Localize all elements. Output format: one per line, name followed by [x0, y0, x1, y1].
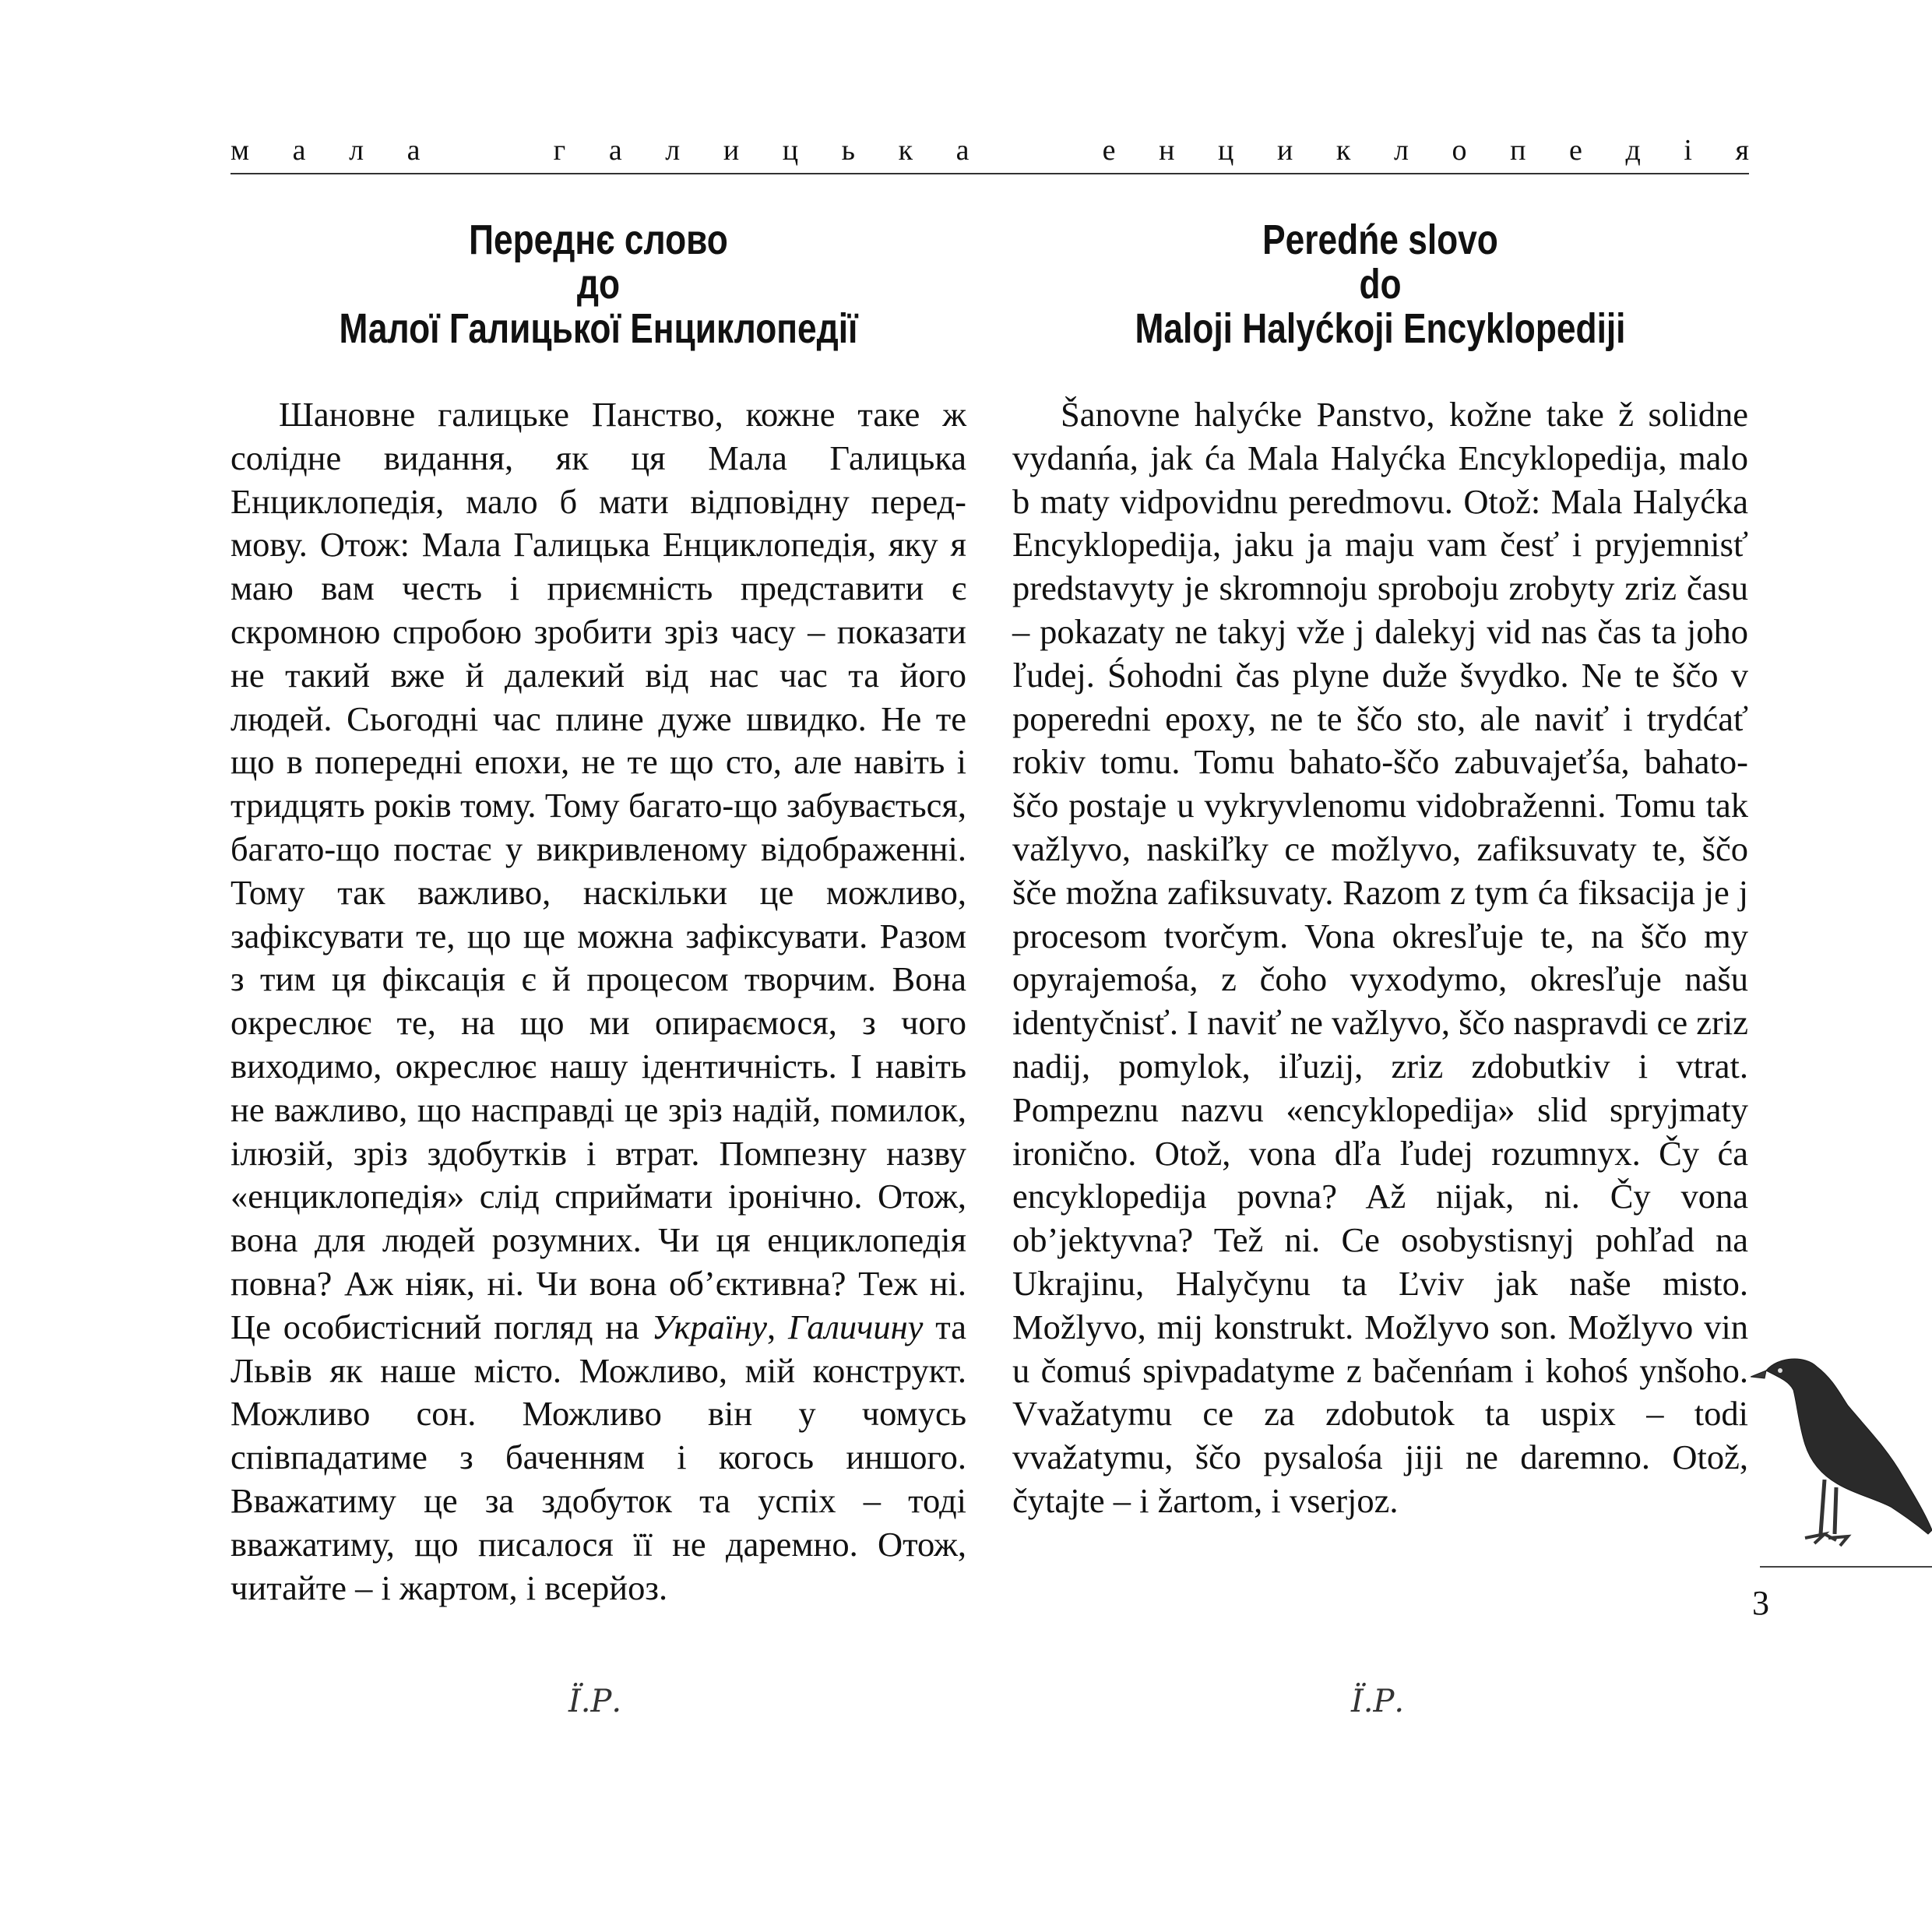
running-head-letter: е [1568, 134, 1582, 167]
left-title-line-3: Малої Галицької Енциклопедії [339, 305, 858, 352]
running-head-letter: п [1510, 134, 1526, 167]
running-head-letter: л [665, 134, 681, 167]
running-head-letter: л [1393, 134, 1409, 167]
running-head-letter: и [723, 134, 740, 167]
running-head-gap [1012, 131, 1059, 170]
right-column [1012, 218, 1748, 351]
running-head [231, 131, 1749, 170]
left-body-italic-ukraine: Україну [651, 1307, 768, 1346]
right-title [1079, 218, 1682, 351]
running-head-letter: к [1336, 134, 1351, 167]
right-title-line-1: Peredńe slovo [1262, 216, 1498, 263]
left-title-line-1: Переднє слово [469, 216, 728, 263]
running-head-letter: ь [841, 134, 856, 167]
left-title [297, 218, 900, 351]
running-head-letter: м [231, 134, 250, 167]
left-body [231, 393, 966, 1610]
left-body-italic-galicia: Галичину [788, 1307, 924, 1346]
left-signature: Ї.Р. [568, 1684, 622, 1719]
left-title-line-2: до [576, 261, 621, 308]
running-head-letter: г [553, 134, 566, 167]
left-body-separator: , [767, 1307, 788, 1346]
running-head-gap [463, 131, 510, 170]
running-head-letter: а [406, 134, 421, 167]
crow-ground-line [1760, 1566, 1932, 1568]
running-head-letter: а [292, 134, 306, 167]
crow-icon [1751, 1347, 1932, 1573]
right-signature: Ї.Р. [1351, 1684, 1405, 1719]
left-body-part-2: та Львів як наше місто. Можливо, мій конструкт. Можливо сон. Можливо він у чомусь співпадатиме з баченням і когось иншого. Вважатиму це за здобуток та успіх – тоді вважатиму, що писалося її не даремно. Отож, читайте – і жартом, і всерйоз. [231, 1307, 966, 1607]
running-head-letter: е [1102, 134, 1116, 167]
right-title-line-3: Maloji Halyćkoji Encyklopediji [1135, 305, 1626, 352]
running-head-letter: а [955, 134, 970, 167]
left-column [231, 218, 966, 351]
left-body-part-1: Шановне галицьке Панство, кожне таке ж солідне видання, як ця Мала Галицька Енциклопедія, мало б мати відповідну передмову. Отож: Мала Галицька Енциклопедія, яку я маю вам честь і приємність представити є скромною спробою зробити зріз часу – показати не такий вже й далекий від нас час та його людей. Сьогодні час плине дуже швидко. Не те що в попередні епохи, не те що сто, але навіть і тридцять років тому. Тому багато-що забувається, багато-що постає у викривленому відображенні. Тому так важливо, наскільки це можливо, зафіксувати те, що ще можна зафіксувати. Разом з тим ця фіксація є й процесом творчим. Вона окреслює те, на що ми опираємося, з чого виходимо, окреслює нашу ідентичність. І навіть не важливо, що насправді це зріз надій, помилок, ілюзій, зріз здобутків і втрат. Помпезну назву «енциклопедія» слід сприймати іронічно. Отож, вона для людей розумних. Чи ця енциклопедія повна? Аж ніяк, ні. Чи вона об’єктивна? Теж ні. Це особистісний погляд на [231, 395, 966, 1346]
running-head-letter: і [1684, 134, 1692, 167]
right-body [1012, 393, 1748, 1523]
running-head-letter: к [898, 134, 913, 167]
running-head-rule [231, 173, 1749, 174]
running-head-letter: ц [1218, 134, 1234, 167]
page-number: 3 [1752, 1584, 1769, 1622]
right-title-line-2: do [1359, 261, 1402, 308]
running-head-letter: н [1159, 134, 1175, 167]
running-head-letter: ц [782, 134, 799, 167]
running-head-letter: а [608, 134, 622, 167]
running-head-letter: л [349, 134, 364, 167]
right-body-paragraph: Šanovne halyćke Panstvo, kožne take ž solidne vydanńa, jak ća Mala Halyćka Encyklopedija, malo b maty vidpovidnu peredmovu. Otož: Mala Halyćka Encyklopedija, jaku ja maju vam česť i pryjemnisť predstavyty je skromnoju sproboju zrobyty zriz času – pokazaty ne takyj vže j dalekyj vid nas čas ta joho ľudej. Śohodni čas plyne duže švydko. Ne te ščo v poperedni epoxy, ne te ščo sto, ale naviť i trydćať rokiv tomu. Tomu bahato-ščo zabuvajeťśa, bahato-ščo postaje u vykryvlenomu vidobraženni. Tomu tak važlyvo, naskiľky ce možlyvo, zafiksuvaty te, ščo šče možna zafiksuvaty. Razom z tym ća fiksacija je j procesom tvorčym. Vona okresľuje te, na ščo my opyrajemośa, z čoho vyxodymo, okresľuje našu identyčnisť. I naviť ne važlyvo, ščo naspravdi ce zriz nadij, pomylok, iľuzij, zriz zdobutkiv i vtrat. Pompeznu nazvu «encyklopedija» slid spryjmaty ironično. Otož, vona dľa ľudej rozumnyx. Čy ća encyklopedija povna? Až nijak, ni. Čy vona ob’jektyvna? Tež ni. Ce osobystisnyj pohľad na Ukrajinu, Halyčynu ta Ľviv jak naše misto. Možlyvo, mij konstrukt. Možlyvo son. Možlyvo vin u čomuś spivpadatyme z bačenńam i kohoś ynšoho. Vvažatymu ce za zdobutok ta uspix – todi vvažatymu, ščo pysalośa jiji ne daremno. Otož, čytajte – i žartom, i vserjoz. [1012, 395, 1748, 1520]
running-head-letter: и [1276, 134, 1293, 167]
running-head-letter: я [1735, 134, 1749, 167]
running-head-letter: о [1452, 134, 1467, 167]
running-head-letter: д [1625, 134, 1641, 167]
